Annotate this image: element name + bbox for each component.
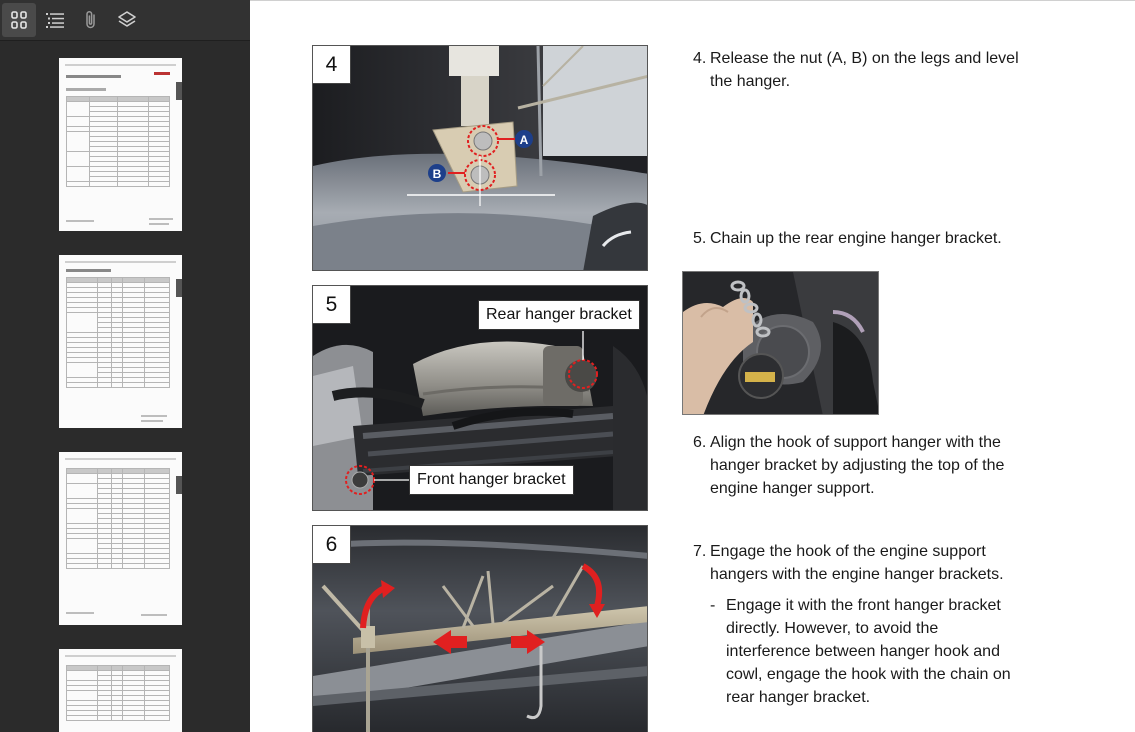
- sidebar-toolbar: [0, 0, 250, 41]
- photo-chain-rear-bracket: [682, 271, 879, 415]
- thumbnails-grid-icon: [9, 10, 29, 30]
- outline-list-icon: [44, 10, 66, 30]
- figure-number: 6: [313, 526, 351, 564]
- step-5-text: 5. Chain up the rear engine hanger bracket.: [693, 230, 1002, 247]
- outline-button[interactable]: [38, 3, 72, 37]
- page-thumbnail-3[interactable]: [59, 452, 182, 625]
- step-6-text: 6. Align the hook of support hanger with the hanger bracket by adjusting the top of the engine hanger support.: [693, 434, 1005, 497]
- callout-a-label: A: [519, 133, 529, 147]
- layers-button[interactable]: [110, 3, 144, 37]
- thumbnails-button[interactable]: [2, 3, 36, 37]
- page-thumbnails: [0, 41, 250, 732]
- document-page: [250, 0, 1135, 732]
- step-7-subitem: - Engage it with the front hanger bracket directly. However, to avoid the interference between hanger hook and cowl, engage the hook with the chain on rear hanger bracket.: [710, 597, 1011, 706]
- figure-number: 4: [313, 46, 351, 84]
- figure-number: 5: [313, 286, 351, 324]
- page-thumbnail-4[interactable]: [59, 649, 182, 732]
- sidebar: [0, 0, 250, 732]
- front-hanger-bracket-label: Front hanger bracket: [409, 465, 574, 495]
- step-4-text: 4. Release the nut (A, B) on the legs and level the hanger.: [693, 50, 1019, 90]
- figure-6-support-hanger: [312, 525, 648, 732]
- figure-4-hanger-legs: [312, 45, 648, 271]
- page-thumbnail-2[interactable]: [59, 255, 182, 428]
- layers-icon: [116, 10, 138, 30]
- callout-b-label: B: [432, 167, 442, 181]
- attachments-button[interactable]: [74, 3, 108, 37]
- figure-5-engine-brackets: [312, 285, 648, 511]
- paperclip-icon: [81, 9, 101, 31]
- step-7-text: 7. Engage the hook of the engine support hangers with the engine hanger brackets.: [693, 543, 1004, 583]
- rear-hanger-bracket-label: Rear hanger bracket: [478, 300, 640, 330]
- page-thumbnail-1[interactable]: [59, 58, 182, 231]
